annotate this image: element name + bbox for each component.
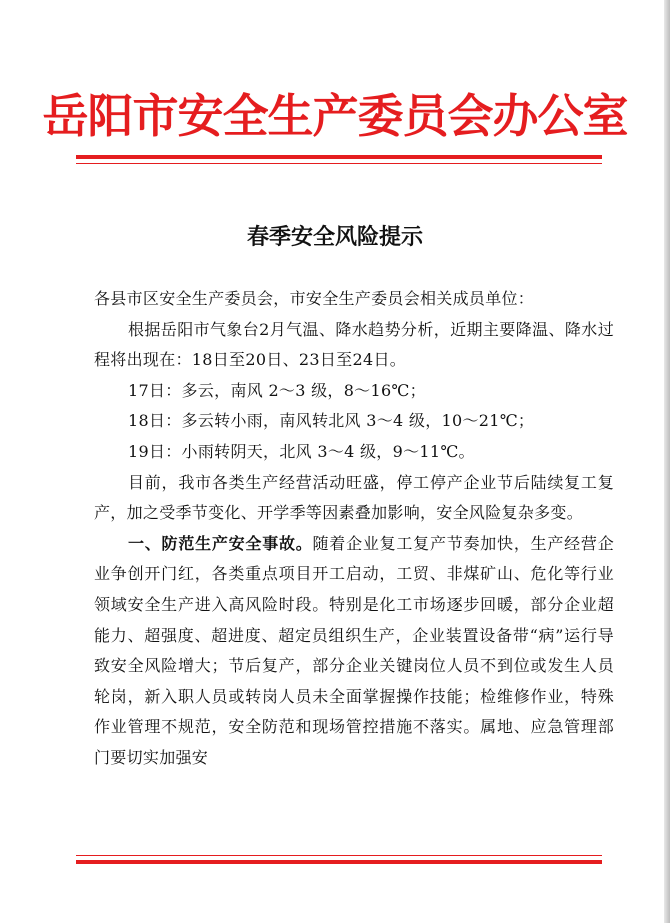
letterhead-rule-thin <box>76 163 602 164</box>
footer-rule-thin <box>76 855 602 856</box>
paragraph-intro: 根据岳阳市气象台2月气温、降水趋势分析，近期主要降温、降水过程将出现在：18日至20日、23日至24日。 <box>94 319 614 370</box>
forecast-day-19: 19日：小雨转阴天，北风 3～4 级，9～11℃。 <box>128 441 475 461</box>
paragraph-situation: 目前，我市各类生产经营活动旺盛，停工停产企业节后陆续复工复产，加之受季节变化、开学季等因素叠加影响，安全风险复杂多变。 <box>94 472 614 523</box>
letterhead-rule-thick <box>76 155 602 159</box>
footer-rule-thick <box>76 860 602 864</box>
document-body <box>94 284 614 774</box>
section-1-heading: 一、防范生产安全事故。 <box>128 533 313 553</box>
salutation: 各县市区安全生产委员会，市安全生产委员会相关成员单位： <box>94 289 535 308</box>
forecast-day-17: 17日：多云，南风 2～3 级，8～16℃； <box>128 380 426 400</box>
forecast-day-18: 18日：多云转小雨，南风转北风 3～4 级，10～21℃； <box>128 411 535 431</box>
section-1 <box>94 529 614 774</box>
document-title: 春季安全风险提示 <box>246 224 423 250</box>
letterhead-org-name: 岳阳市安全生产委员会办公室 <box>42 89 628 143</box>
section-1-body: 随着企业复工复产节奏加快，生产经营企业争创开门红，各类重点项目开工启动，工贸、非煤矿山、危化等行业领域安全生产进入高风险时段。特别是化工市场逐步回暖，部分企业超能力、超强度、超进度、超定员组织生产，企业装置设备带“病”运行导致安全风险增大；节后复产，部分企业关键岗位人员不到位或发生人员轮岗，新入职人员或转岗人员未全面掌握操作技能；检维修作业，特殊作业管理不规范，安全防范和现场管控措施不落实。属地、应急管理部门要切实加强安 <box>94 533 614 767</box>
